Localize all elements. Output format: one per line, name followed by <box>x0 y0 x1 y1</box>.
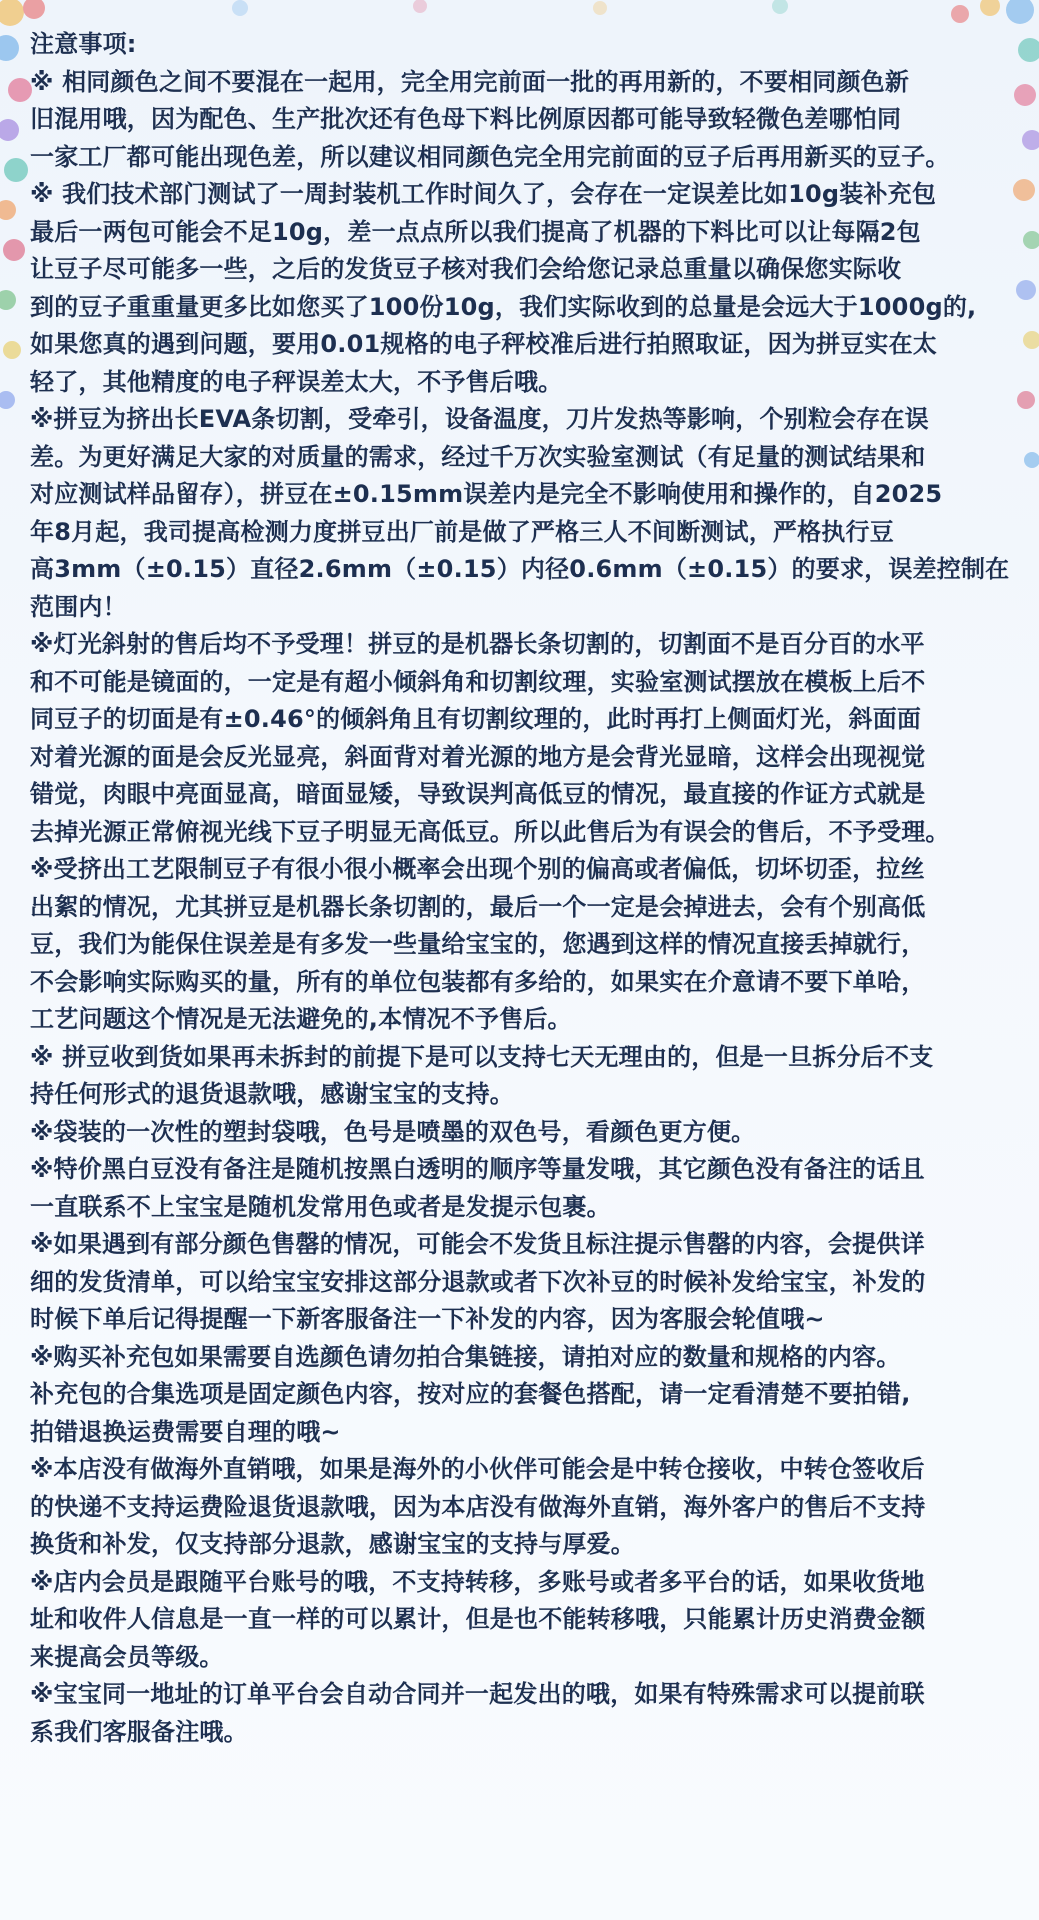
notice-line: ※受挤出工艺限制豆子有很小很小概率会出现个别的偏高或者偏低，切坏切歪，拉丝 <box>30 855 925 883</box>
notice-line: ※ 我们技术部门测试了一周封装机工作时间久了，会存在一定误差比如10g装补充包 <box>30 180 937 208</box>
notice-line: 出絮的情况，尤其拼豆是机器长条切割的，最后一个一定是会掉进去，会有个别高低 <box>30 892 926 921</box>
notice-line: 轻了，其他精度的电子秤误差太大，不予售后哦。 <box>30 367 563 396</box>
notice-line: 换货和补发，仅支持部分退款，感谢宝宝的支持与厚爱。 <box>30 1530 635 1558</box>
notice-line: 时候下单后记得提醒一下新客服备注一下补发的内容，因为客服会轮值哦~ <box>30 1305 825 1333</box>
notice-line: 一直联系不上宝宝是随机发常用色或者是发提示包裹。 <box>30 1192 611 1221</box>
notice-line: 系我们客服备注哦。 <box>30 1717 248 1746</box>
notice-line: 拍错退换运费需要自理的哦~ <box>30 1417 341 1446</box>
notice-line: 让豆子尽可能多一些，之后的发货豆子核对我们会给您记录总重量以确保您实际收 <box>30 255 902 283</box>
notice-line: ※如果遇到有部分颜色售罄的情况，可能会不发货且标注提示售罄的内容，会提供详 <box>30 1230 925 1258</box>
notice-document <box>30 26 1030 1751</box>
notice-line: 工艺问题这个情况是无法避免的,本情况不予售后。 <box>30 1005 572 1033</box>
notice-line: 如果您真的遇到问题，要用0.01规格的电子秤校准后进行拍照取证，因为拼豆实在太 <box>30 330 938 358</box>
notice-line: 同豆子的切面是有±0.46°的倾斜角且有切割纹理的，此时再打上侧面灯光，斜面面 <box>30 705 922 733</box>
notice-line: 范围内！ <box>30 592 127 621</box>
notice-line: 旧混用哦，因为配色、生产批次还有色母下料比例原因都可能导致轻微色差哪怕同 <box>30 105 902 133</box>
notice-line: ※袋装的一次性的塑封袋哦，色号是喷墨的双色号，看颜色更方便。 <box>30 1117 756 1146</box>
notice-line: ※特价黑白豆没有备注是随机按黑白透明的顺序等量发哦，其它颜色没有备注的话且 <box>30 1155 925 1183</box>
notice-line: 去掉光源正常俯视光线下豆子明显无高低豆。所以此售后为有误会的售后，不予受理。 <box>30 817 950 846</box>
notice-line: 高3mm（±0.15）直径2.6mm（±0.15）内径0.6mm（±0.15）的要求，误差控制在 <box>30 555 1010 583</box>
notice-line: 址和收件人信息是一直一样的可以累计，但是也不能转移哦，只能累计历史消费金额 <box>30 1605 926 1633</box>
notice-line: ※拼豆为挤出长EVA条切割，受牵引，设备温度，刀片发热等影响，个别粒会存在误 <box>30 405 929 433</box>
notice-line: 来提高会员等级。 <box>30 1642 224 1671</box>
notice-line: 对应测试样品留存），拼豆在±0.15mm误差内是完全不影响使用和操作的，自2025 <box>30 480 943 508</box>
notice-line: ※ 拼豆收到货如果再未拆封的前提下是可以支持七天无理由的，但是一旦拆分后不支 <box>30 1042 934 1071</box>
notice-line: 一家工厂都可能出现色差，所以建议相同颜色完全用完前面的豆子后再用新买的豆子。 <box>30 142 950 171</box>
notice-line: ※ 相同颜色之间不要混在一起用，完全用完前面一批的再用新的，不要相同颜色新 <box>30 67 910 96</box>
notice-line: 最后一两包可能会不足10g，差一点点所以我们提高了机器的下料比可以让每隔2包 <box>30 217 921 246</box>
notice-title: 注意事项: <box>30 30 137 58</box>
notice-line: 差。为更好满足大家的对质量的需求，经过千万次实验室测试（有足量的测试结果和 <box>30 442 926 471</box>
notice-line: ※购买补充包如果需要自选颜色请勿拍合集链接，请拍对应的数量和规格的内容。 <box>30 1342 901 1371</box>
notice-line: ※宝宝同一地址的订单平台会自动合同并一起发出的哦，如果有特殊需求可以提前联 <box>30 1680 925 1708</box>
notice-line: ※灯光斜射的售后均不予受理！拼豆的是机器长条切割的，切割面不是百分百的水平 <box>30 630 925 658</box>
notice-line: 到的豆子重重量更多比如您买了100份10g，我们实际收到的总量是会远大于1000g的, <box>30 292 977 321</box>
notice-line: 年8月起，我司提高检测力度拼豆出厂前是做了严格三人不间断测试，严格执行豆 <box>30 517 894 546</box>
notice-line: ※店内会员是跟随平台账号的哦，不支持转移，多账号或者多平台的话，如果收货地 <box>30 1567 925 1596</box>
notice-line: 细的发货清单，可以给宝宝安排这部分退款或者下次补豆的时候补发给宝宝，补发的 <box>30 1267 926 1296</box>
notice-line: 的快递不支持运费险退货退款哦，因为本店没有做海外直销，海外客户的售后不支持 <box>30 1492 926 1521</box>
notice-line: 对着光源的面是会反光显亮，斜面背对着光源的地方是会背光显暗，这样会出现视觉 <box>30 742 926 771</box>
notice-line: 补充包的合集选项是固定颜色内容，按对应的套餐色搭配，请一定看清楚不要拍错, <box>30 1380 911 1408</box>
notice-line: 和不可能是镜面的，一定是有超小倾斜角和切割纹理，实验室测试摆放在模板上后不 <box>30 667 926 696</box>
notice-line: 不会影响实际购买的量，所有的单位包装都有多给的，如果实在介意请不要下单哈， <box>30 967 926 996</box>
notice-line: 错觉，肉眼中亮面显高，暗面显矮，导致误判高低豆的情况，最直接的作证方式就是 <box>30 780 926 808</box>
notice-line: ※本店没有做海外直销哦，如果是海外的小伙伴可能会是中转仓接收，中转仓签收后 <box>30 1455 925 1483</box>
notice-line: 持任何形式的退货退款哦，感谢宝宝的支持。 <box>30 1080 514 1108</box>
notice-line: 豆，我们为能保住误差是有多发一些量给宝宝的，您遇到这样的情况直接丢掉就行， <box>30 930 926 958</box>
